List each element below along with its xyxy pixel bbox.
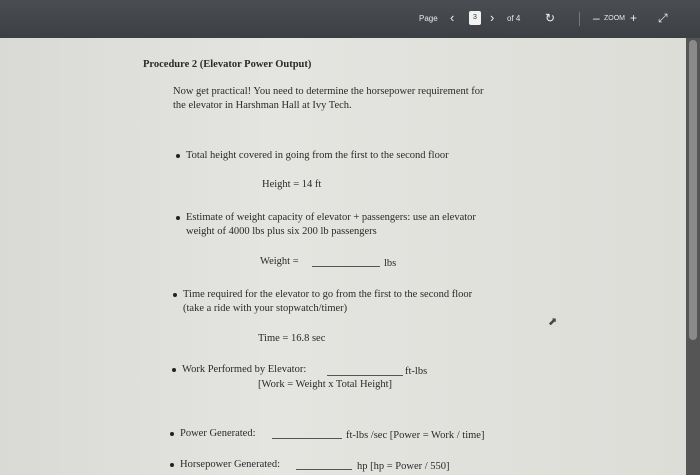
bullet bbox=[176, 154, 180, 158]
zoom-label: ZOOM bbox=[604, 15, 625, 22]
power-item: Power Generated: bbox=[180, 428, 256, 439]
bullet bbox=[172, 368, 176, 372]
bullet bbox=[173, 293, 177, 297]
weight-label: Weight = bbox=[260, 256, 299, 267]
viewer-toolbar bbox=[0, 0, 700, 38]
horsepower-unit: hp [hp = Power / 550] bbox=[357, 461, 450, 472]
plus-icon[interactable]: + bbox=[630, 11, 638, 25]
power-blank bbox=[272, 438, 342, 439]
time-value: Time = 16.8 sec bbox=[258, 333, 326, 344]
chevron-left-icon[interactable]: ‹ bbox=[450, 10, 455, 25]
procedure-heading: Procedure 2 (Elevator Power Output) bbox=[143, 59, 312, 70]
power-unit: ft-lbs /sec [Power = Work / time] bbox=[346, 430, 485, 441]
mouse-cursor-icon: ⬈ bbox=[548, 316, 558, 328]
horsepower-blank bbox=[296, 469, 352, 470]
time-item-line-2: (take a ride with your stopwatch/timer) bbox=[183, 303, 348, 314]
rotate-icon[interactable]: ↻ bbox=[545, 11, 556, 25]
intro-line-1: Now get practical! You need to determine the horsepower requirement for bbox=[173, 86, 484, 97]
bullet bbox=[170, 463, 174, 467]
time-item-line-1: Time required for the elevator to go from the first to the second floor bbox=[183, 289, 473, 300]
height-item: Total height covered in going from the first to the second floor bbox=[186, 150, 449, 161]
page-number-input[interactable]: 3 bbox=[469, 11, 481, 25]
height-value: Height = 14 ft bbox=[262, 179, 322, 190]
weight-unit: lbs bbox=[384, 258, 397, 269]
work-blank bbox=[327, 375, 403, 376]
intro-line-2: the elevator in Harshman Hall at Ivy Tech. bbox=[173, 100, 352, 111]
bullet bbox=[176, 216, 180, 220]
minus-icon[interactable]: – bbox=[593, 11, 600, 25]
weight-item-line-1: Estimate of weight capacity of elevator + passengers: use an elevator bbox=[186, 212, 476, 223]
bullet bbox=[170, 432, 174, 436]
work-item: Work Performed by Elevator: bbox=[182, 364, 307, 375]
weight-item-line-2: weight of 4000 lbs plus six 200 lb passengers bbox=[186, 226, 377, 237]
page-label: Page bbox=[419, 14, 438, 23]
work-unit: ft-lbs bbox=[405, 366, 428, 377]
work-formula: [Work = Weight x Total Height] bbox=[258, 379, 393, 390]
scrollbar[interactable] bbox=[689, 40, 697, 340]
expand-icon[interactable]: ⤢ bbox=[658, 11, 668, 25]
toolbar-divider bbox=[579, 12, 580, 26]
weight-blank bbox=[312, 266, 380, 267]
page-total: of 4 bbox=[507, 14, 521, 23]
chevron-right-icon[interactable]: › bbox=[490, 10, 495, 25]
horsepower-item: Horsepower Generated: bbox=[180, 459, 280, 470]
